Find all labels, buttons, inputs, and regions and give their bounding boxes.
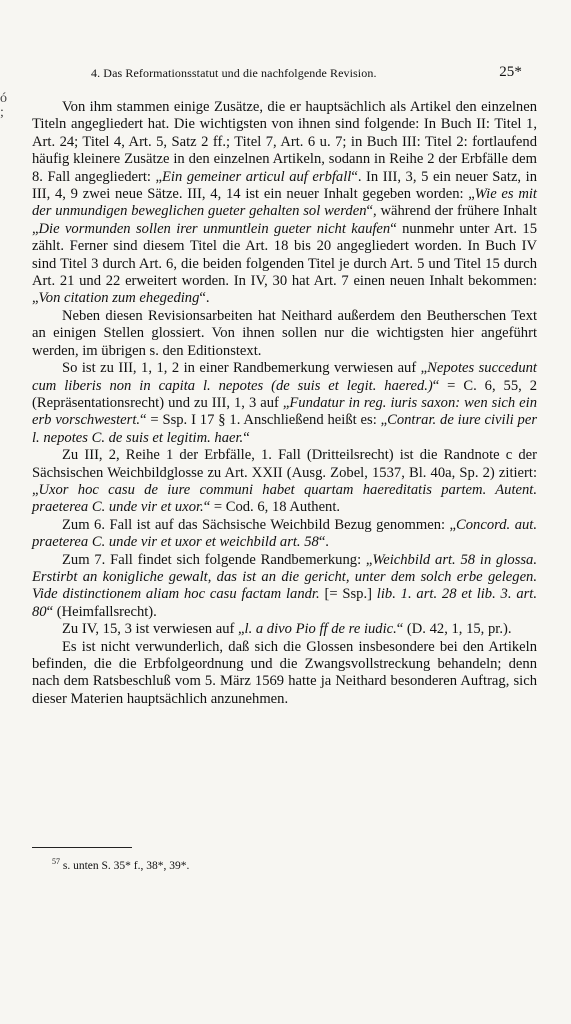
italic-quote: Concord. aut. praeterea C. unde vir et uxor et weichbild art. 58 xyxy=(32,516,537,551)
text-run: “ (D. 42, 1, 15, pr.). xyxy=(396,621,512,638)
text-run: Neben diesen Revisionsarbeiten hat Neithard außerdem den Beutherschen Text an einigen Stellen glossiert. Von ihnen sollen nur die wichtigsten hier angeführt werden, im übrigen s. den Editionstext. xyxy=(32,307,537,359)
margin-marks: ó ; xyxy=(0,91,7,120)
footnote-rule xyxy=(32,847,132,848)
paragraph xyxy=(32,308,537,360)
body-text xyxy=(32,99,537,708)
italic-quote: Contrar. de iure civili per l. nepotes C. de suis et legitim. haer. xyxy=(32,412,537,446)
text-run: “ = Cod. 6, 18 Authent. xyxy=(203,499,341,516)
italic-quote: Uxor hoc casu de iure communi habet quartam haereditatis partem. Autent. praeterea C. unde vir et uxor. xyxy=(32,481,537,516)
text-run: Zum 6. Fall ist auf das Sächsische Weichbild Bezug genommen: „ xyxy=(62,516,457,533)
italic-quote: l. a divo Pio ff de re iudic. xyxy=(244,621,397,638)
page-number: 25* xyxy=(499,64,522,80)
text-run: Zum 7. Fall findet sich folgende Randbemerkung: „ xyxy=(62,551,373,568)
paragraph xyxy=(32,99,537,308)
text-run: “ (Heimfallsrecht). xyxy=(46,603,157,620)
paragraph xyxy=(32,447,537,517)
text-run: “. In III, 3, 5 ein neuer Satz, in III, 4, 9 zwei neue Sätze. III, 4, 14 ist ein neuer Inhalt gegeben worden: „ xyxy=(32,168,538,203)
footnote-marker: 57 xyxy=(52,857,60,866)
text-run: So ist zu III, 1, 1, 2 in einer Randbemerkung verwiesen auf „ xyxy=(62,360,428,377)
paragraph xyxy=(32,639,537,709)
text-run: Zu IV, 15, 3 ist verwiesen auf „ xyxy=(62,621,245,638)
text-run: “ = C. 6, 55, 2 (Repräsentationsrecht) und zu III, 1, 3 auf „ xyxy=(32,377,537,411)
paragraph xyxy=(32,360,537,447)
running-title: 4. Das Reformationsstatut und die nachfolgende Revision. xyxy=(91,66,377,80)
italic-quote: Die vormunden sollen irer unmuntlein gueter nicht kaufen xyxy=(38,220,391,237)
footnote xyxy=(52,857,189,872)
text-run: Zu III, 2, Reihe 1 der Erbfälle, 1. Fall (Dritteilsrecht) ist die Randnote c der Sächsischen Weichbildglosse zu Art. XXII (Ausg. Zobel, 1537, Bl. 40a, Sp. 2) zitiert: „ xyxy=(32,447,537,498)
text-run: “. xyxy=(318,534,329,551)
text-run: “. xyxy=(199,290,210,307)
paragraph xyxy=(32,621,537,638)
italic-quote: Von citation zum ehegeding xyxy=(38,290,200,307)
footnote-text: s. unten S. 35* f., 38*, 39*. xyxy=(60,859,190,872)
italic-quote: Ein gemeiner articul auf erbfall xyxy=(162,168,352,185)
text-run: Es ist nicht verwunderlich, daß sich die Glossen insbesondere bei den Artikeln befinden, die die Erbfolgeordnung und die Zwangsvollstreckung behandeln; denn nach dem Ratsbeschluß vom 5. März 1569 hatte ja Neithard besonderen Auftrag, sich dieser Materien hauptsächlich anzunehmen. xyxy=(32,638,537,707)
text-run: “ xyxy=(243,429,250,446)
text-run: “ nunmehr unter Art. 15 zählt. Ferner sind diesem Titel die Art. 18 bis 20 angegliedert worden. In Buch IV sind Titel 3 durch Art. 6, die beiden folgenden Titel je durch Art. 5 und Titel 15 durch Art. 21 und 22 erweitert worden. In IV, 30 hat Art. 7 einen neuen Inhalt bekommen: „ xyxy=(32,220,537,307)
text-run: [= Ssp.] xyxy=(319,586,377,603)
text-run: Von ihm stammen einige Zusätze, die er hauptsächlich als Artikel den einzelnen Titeln angegliedert hat. Die wichtigsten von ihnen sind folgende: In Buch II: Titel 1, Art. 24; Titel 4, Art. 5, Satz 2 ff.; Titel 7, Art. 6 u. 7; in Buch III: Titel 2: fortlaufend häufig kleinere Zusätze in den einzelnen Artikeln, sodann in Reihe 2 der Erbfälle dem 8. Fall angegliedert: „ xyxy=(32,99,537,185)
italic-quote: Weichbild art. 58 in glossa. Erstirbt an konigliche gewalt, das ist an die gericht, unter dem solch erbe gelegen. Vide distinctionem aliam hoc casu factam landr. xyxy=(32,551,538,603)
italic-quote: Fundatur in reg. iuris saxon: wen sich ein erb vorschwestert. xyxy=(32,394,537,429)
text-run: “, während der frühere Inhalt „ xyxy=(32,203,537,237)
italic-quote: lib. 1. art. 28 et lib. 3. art. 80 xyxy=(32,586,538,620)
italic-quote: Wie es mit der unmundigen beweglichen gueter gehalten sol werden xyxy=(32,186,537,220)
italic-quote: Nepotes succedunt cum liberis non in capita l. nepotes (de suis et legit. haered.) xyxy=(32,360,537,394)
text-run: “ = Ssp. I 17 § 1. Anschließend heißt es: „ xyxy=(140,412,388,429)
paragraph xyxy=(32,517,537,552)
paragraph xyxy=(32,552,537,622)
